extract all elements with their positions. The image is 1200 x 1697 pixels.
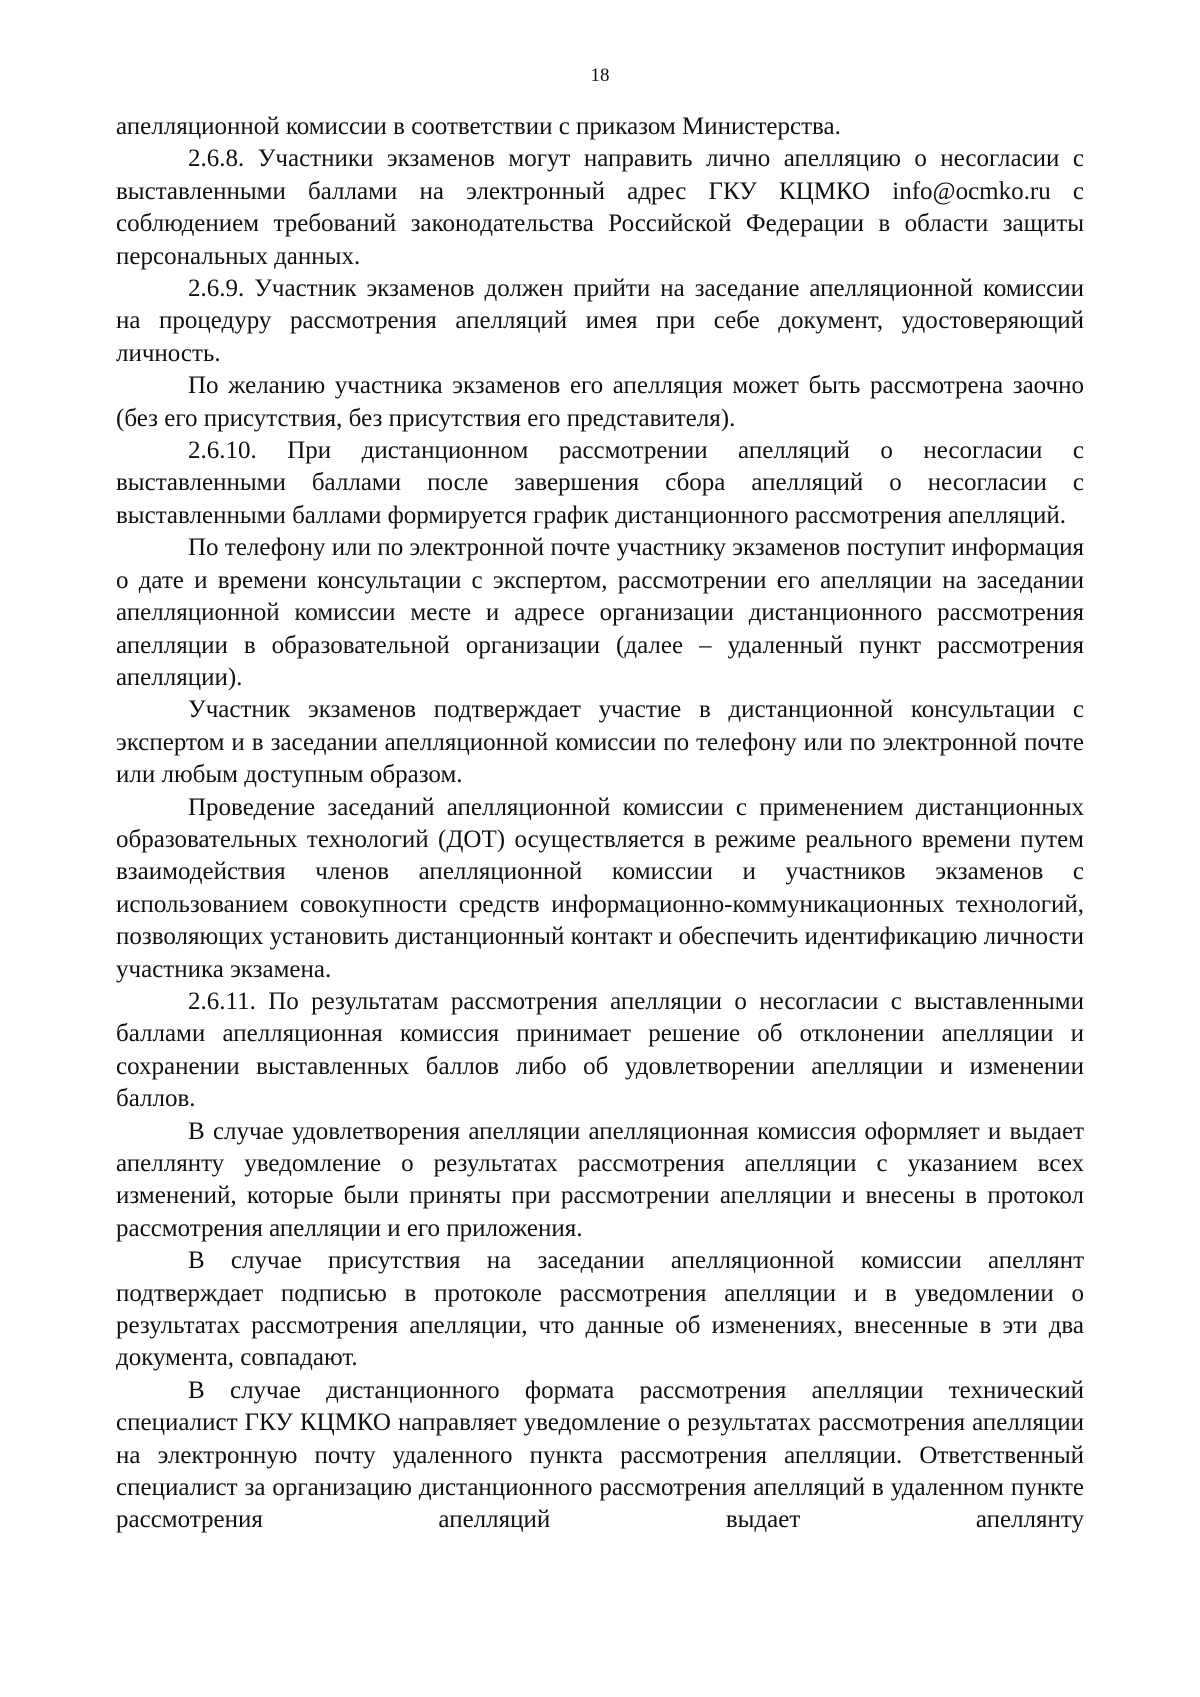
paragraph-remote-format: В случае дистанционного формата рассмотрения апелляции технический специалист ГКУ КЦМКО направляет уведомление о результатах рассмотрения апелляции на электронную почту удаленного пункта рассмотрения апелляции. Ответственный специалист за организацию дистанционного рассмотрения апелляций в удаленном пункте рассмотрения апелляций выдает апеллянту	[116, 1376, 1084, 1534]
paragraph-2-6-9: 2.6.9. Участник экзаменов должен прийти на заседание апелляционной комиссии на процедуру рассмотрения апелляций имея при себе документ, удостоверяющий личность.	[116, 275, 1084, 367]
paragraph-2-6-8: 2.6.8. Участники экзаменов могут направить лично апелляцию о несогласии с выставленными баллами на электронный адрес ГКУ КЦМКО info@ocmko.ru с соблюдением требований законодательства Российской Федерации в области защиты персональных данных.	[116, 145, 1084, 270]
paragraph-continuation: апелляционной комиссии в соответствии с приказом Министерства.	[116, 113, 841, 140]
paragraph-absentee-review: По желанию участника экзаменов его апелляция может быть рассмотрена заочно (без его присутствия, без присутствия его представителя).	[116, 372, 1084, 432]
paragraph-signature-confirmation: В случае присутствия на заседании апелляционной комиссии апеллянт подтверждает подписью в протоколе рассмотрения апелляции и в уведомлении о результатах рассмотрения апелляции, что данные об изменениях, внесенные в эти два документа, совпадают.	[116, 1247, 1084, 1372]
page-number: 18	[590, 65, 610, 86]
paragraph-2-6-11: 2.6.11. По результатам рассмотрения апелляции о несогласии с выставленными баллами апелляционная комиссия принимает решение об отклонении апелляции и сохранении выставленных баллов либо об удовлетворении апелляции и изменении баллов.	[116, 987, 1084, 1113]
paragraph-remote-sessions: Проведение заседаний апелляционной комиссии с применением дистанционных образовательных технологий (ДОТ) осуществляется в режиме реального времени путем взаимодействия членов апелляционной комиссии и участников экзаменов с использованием совокупности средств информационно-коммуникационных технологий, позволяющих установить дистанционный контакт и обеспечить идентификацию личности участника экзамена.	[116, 793, 1084, 983]
paragraph-2-6-10: 2.6.10. При дистанционном рассмотрении апелляций о несогласии с выставленными баллами после завершения сбора апелляций о несогласии с выставленными баллами формируется график дистанционного рассмотрения апелляций.	[116, 437, 1084, 529]
paragraph-satisfaction-notice: В случае удовлетворения апелляции апелляционная комиссия оформляет и выдает апеллянту уведомление о результатах рассмотрения апелляции с указанием всех изменений, которые были приняты при рассмотрении апелляции и внесены в протокол рассмотрения апелляции и его приложения.	[116, 1117, 1084, 1242]
paragraph-notification: По телефону или по электронной почте участнику экзаменов поступит информация о дате и времени консультации с экспертом, рассмотрении его апелляции на заседании апелляционной комиссии месте и адресе организации дистанционного рассмотрения апелляции в образовательной организации (далее – удаленный пункт рассмотрения апелляции).	[116, 534, 1084, 691]
document-body	[116, 111, 1084, 1537]
paragraph-participation-confirmation: Участник экзаменов подтверждает участие в дистанционной консультации с экспертом и в заседании апелляционной комиссии по телефону или по электронной почте или любым доступным образом.	[116, 696, 1084, 789]
